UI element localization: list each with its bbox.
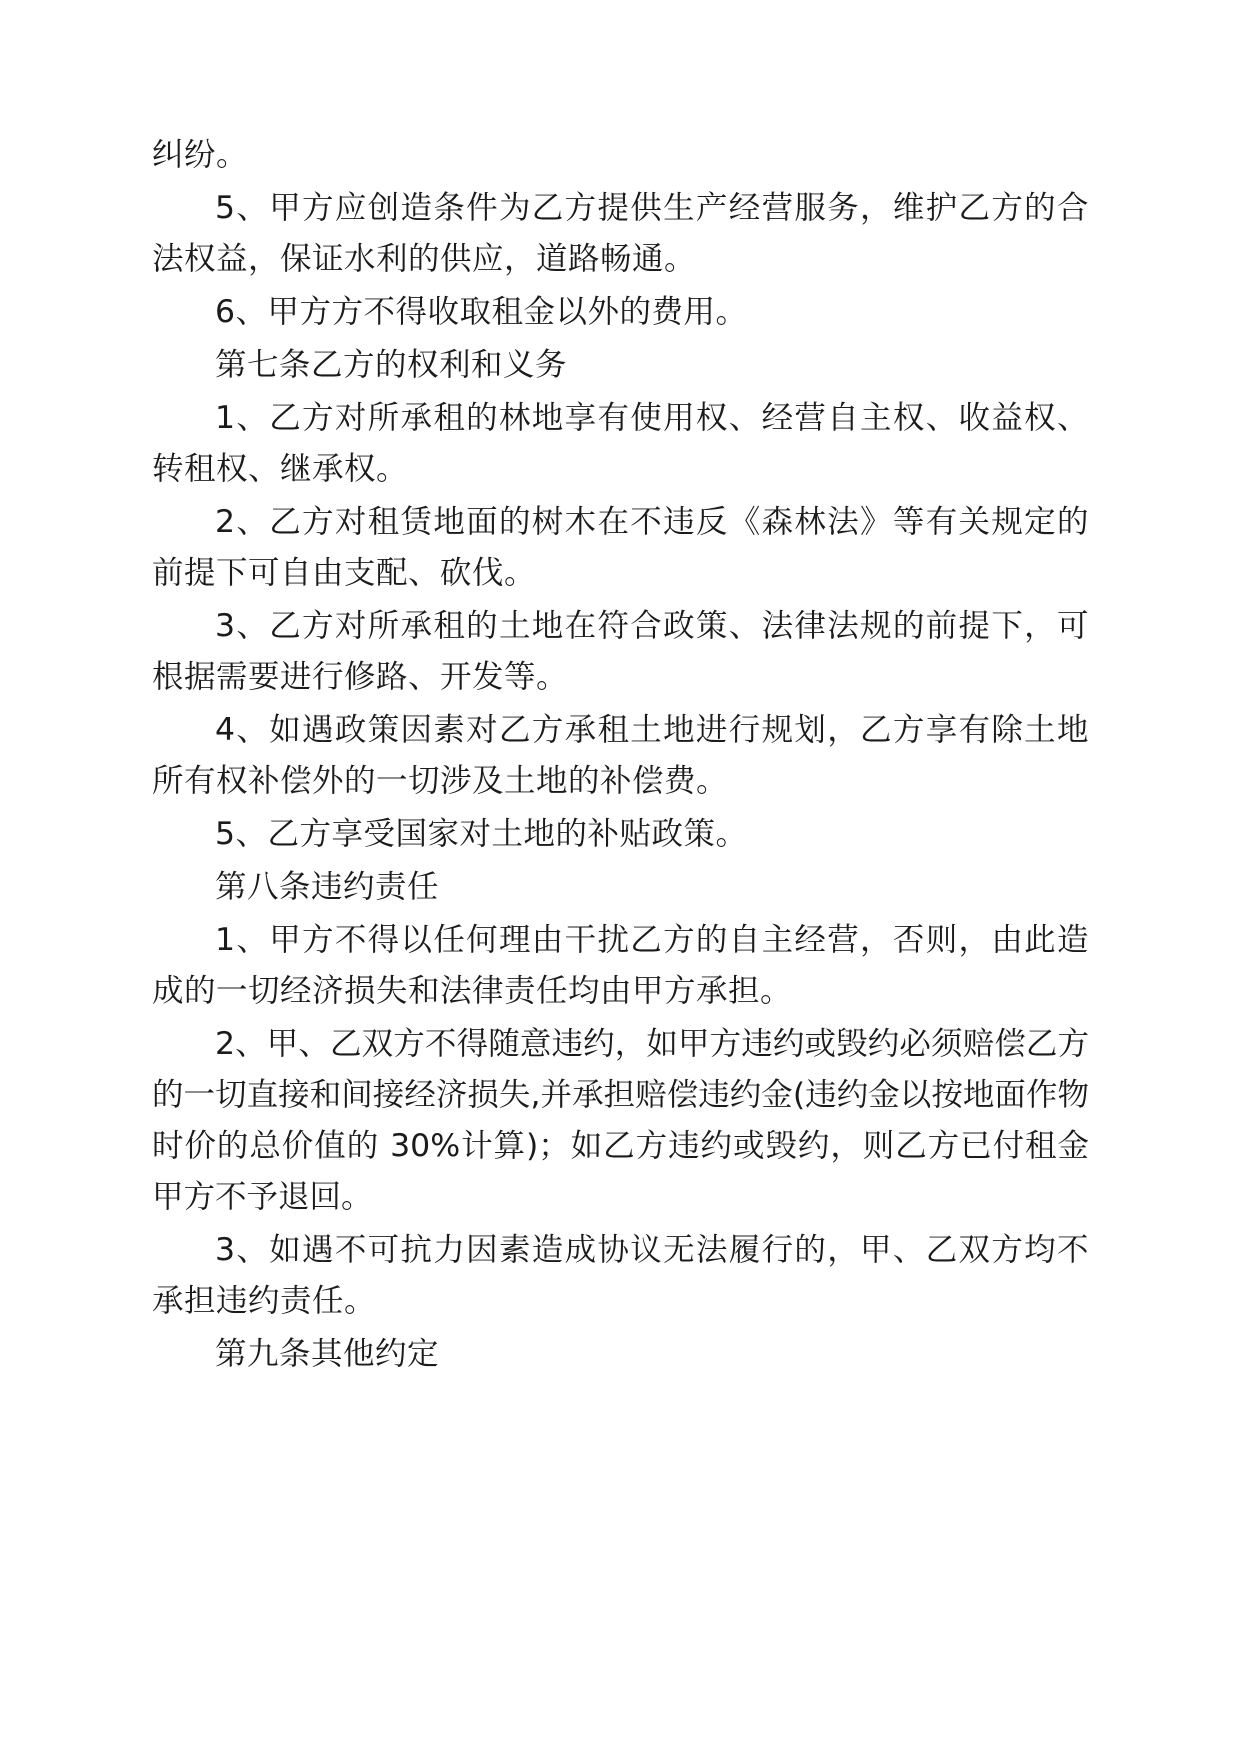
section-heading: 第七条乙方的权利和义务 bbox=[215, 347, 568, 384]
paragraph: 6、甲方方不得收取租金以外的费用。 bbox=[215, 294, 748, 331]
paragraph: 2、甲、乙双方不得随意违约，如甲方违约或毁约必须赔偿乙方的一切直接和间接经济损失,并承担赔偿违约金(违约金以按地面作物时价的总价值的 30%计算)；如乙方违约或毁约，则乙方已付租金甲方不予退回。 bbox=[152, 1026, 1089, 1216]
document-body bbox=[152, 130, 1089, 1380]
paragraph: 3、乙方对所承租的土地在符合政策、法律法规的前提下，可根据需要进行修路、开发等。 bbox=[152, 608, 1089, 696]
paragraph: 1、乙方对所承租的林地享有使用权、经营自主权、收益权、转租权、继承权。 bbox=[152, 400, 1089, 488]
paragraph: 4、如遇政策因素对乙方承租土地进行规划，乙方享有除土地所有权补偿外的一切涉及土地的补偿费。 bbox=[152, 712, 1089, 800]
paragraph: 2、乙方对租赁地面的树木在不违反《森林法》等有关规定的前提下可自由支配、砍伐。 bbox=[152, 504, 1089, 592]
paragraph: 1、甲方不得以任何理由干扰乙方的自主经营，否则，由此造成的一切经济损失和法律责任均由甲方承担。 bbox=[152, 922, 1089, 1010]
section-heading: 第九条其他约定 bbox=[215, 1336, 440, 1373]
paragraph: 纠纷。 bbox=[152, 137, 249, 173]
section-heading: 第八条违约责任 bbox=[215, 869, 440, 906]
paragraph: 5、乙方享受国家对土地的补贴政策。 bbox=[215, 816, 748, 853]
paragraph: 3、如遇不可抗力因素造成协议无法履行的，甲、乙双方均不承担违约责任。 bbox=[152, 1232, 1089, 1320]
paragraph: 5、甲方应创造条件为乙方提供生产经营服务，维护乙方的合法权益，保证水利的供应，道路畅通。 bbox=[152, 190, 1089, 278]
